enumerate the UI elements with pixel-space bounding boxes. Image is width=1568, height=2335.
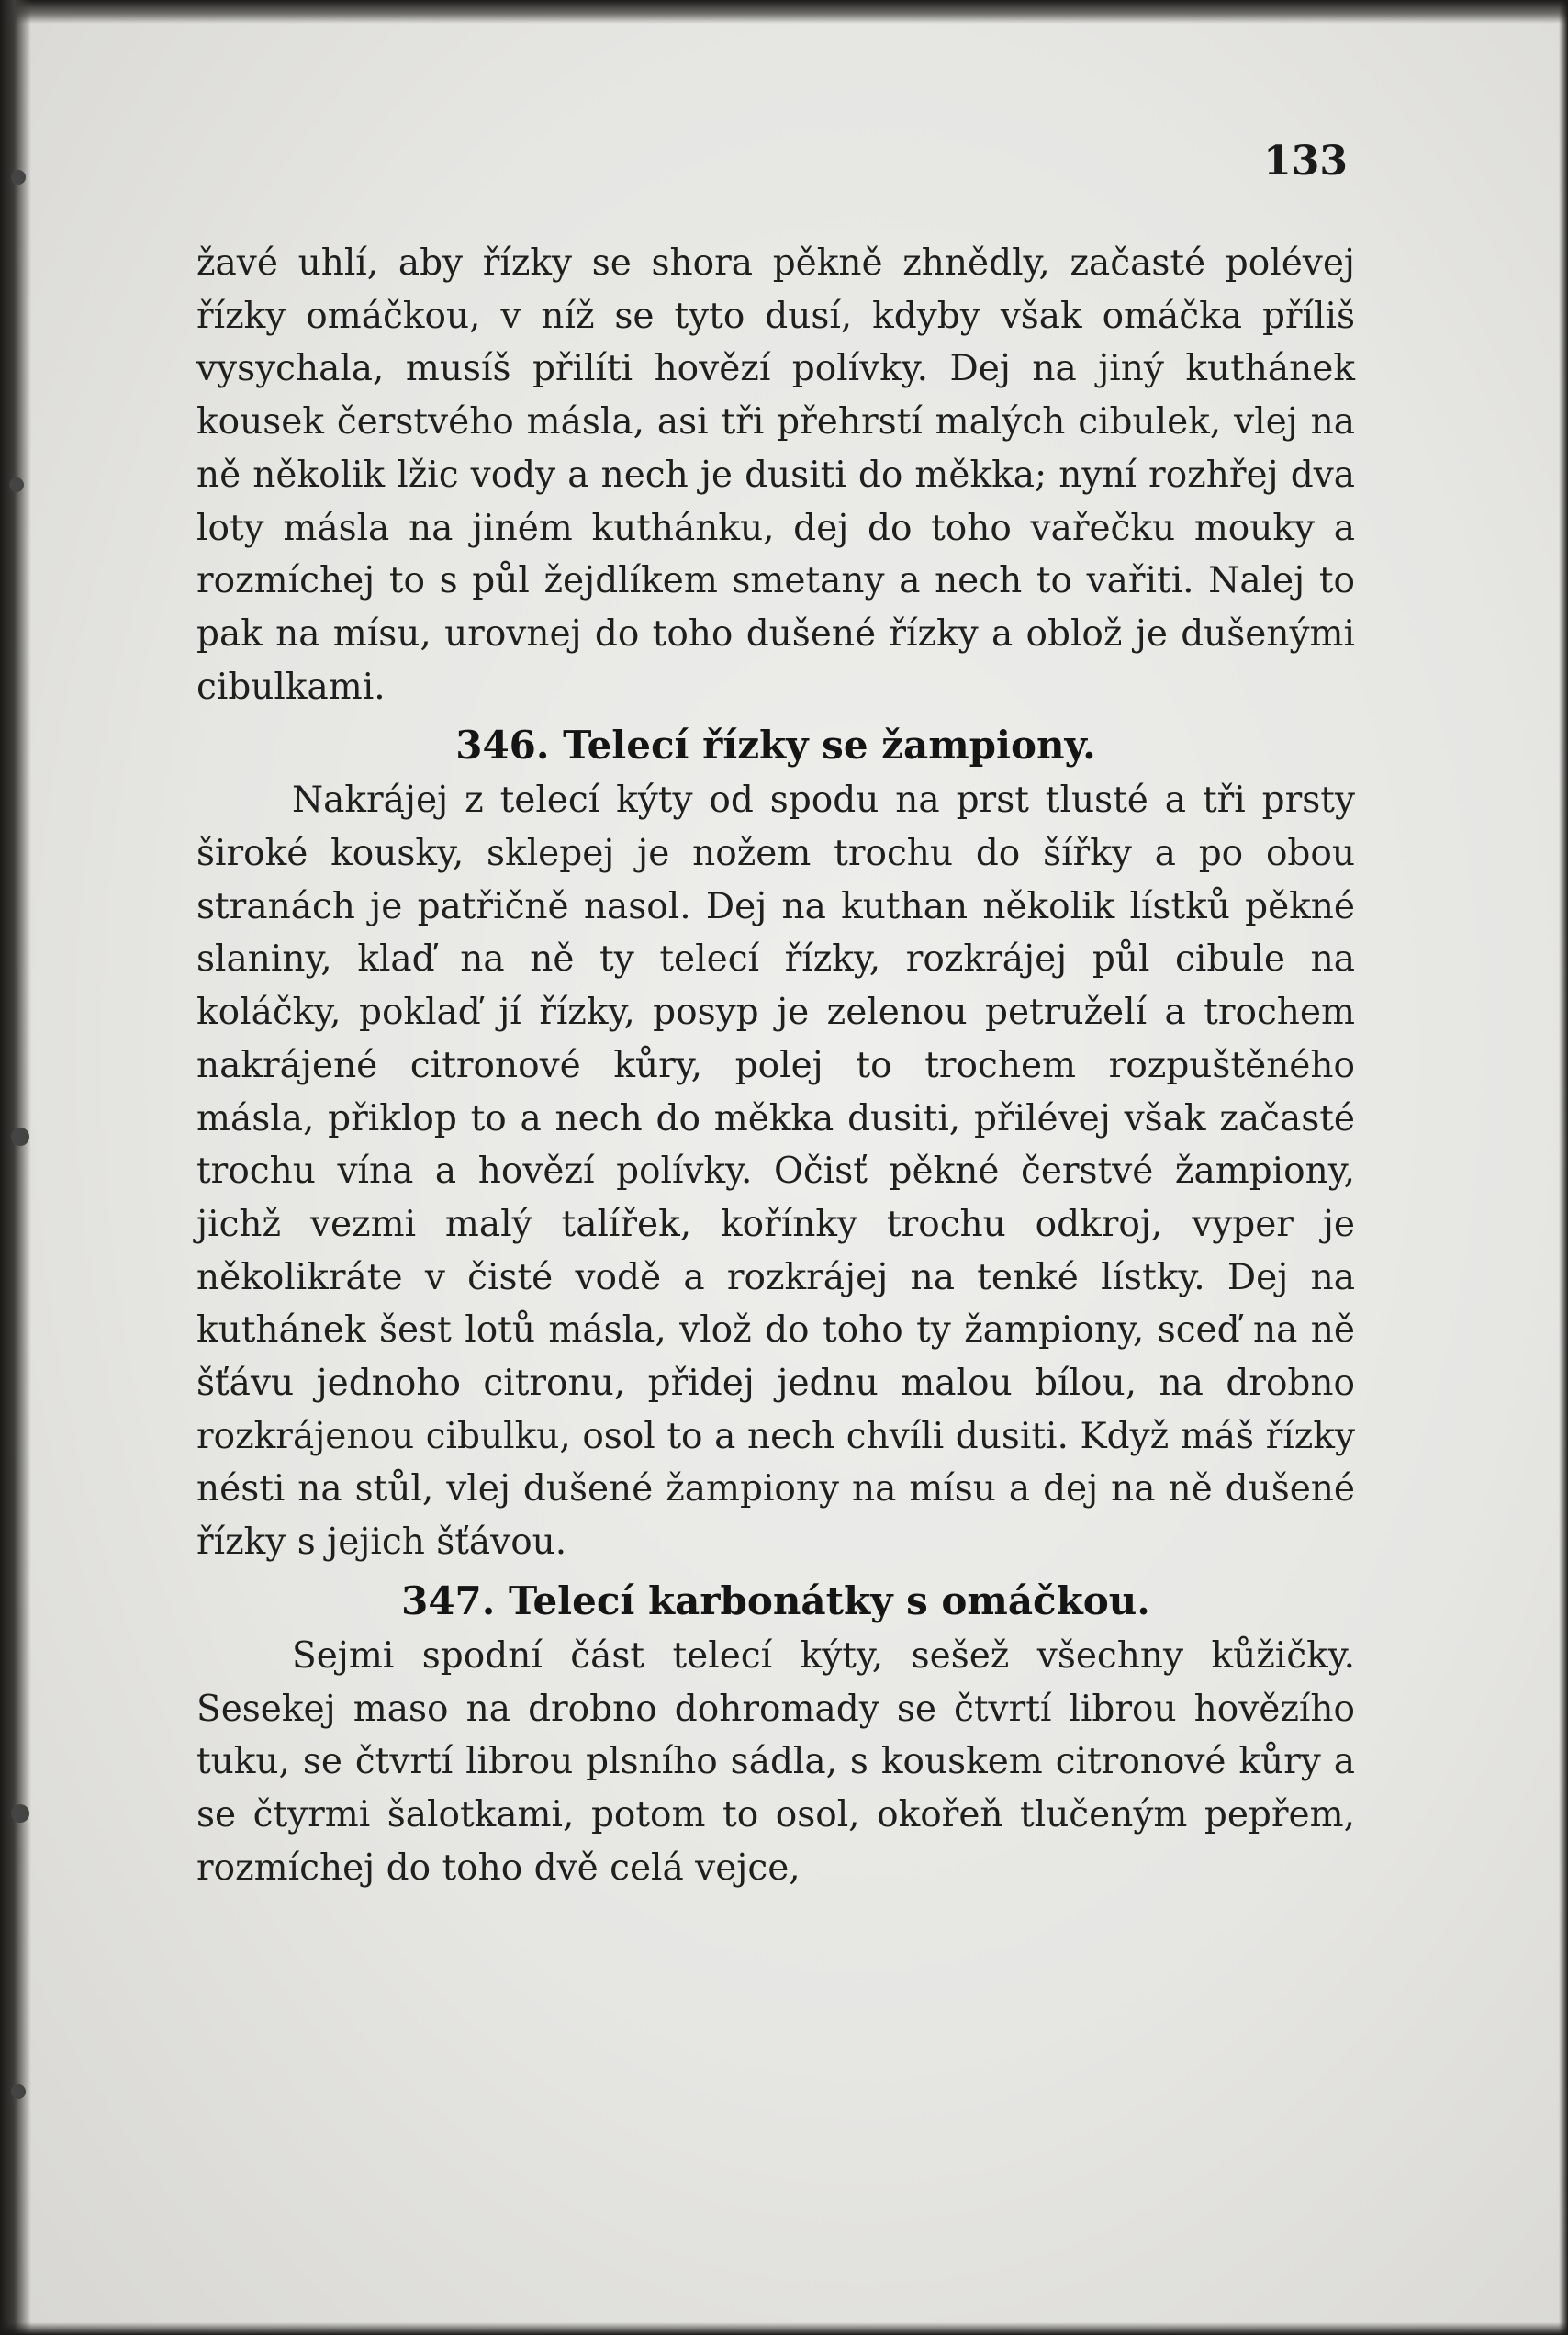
binding-mark bbox=[11, 1128, 29, 1146]
page-edge-bottom bbox=[0, 2322, 1568, 2335]
recipe-346-heading: 346. Telecí řízky se žampiony. bbox=[455, 723, 1096, 769]
intro-paragraph: žavé uhlí, aby řízky se shora pěkně zhnědly, začasté polévej řízky omáčkou, v níž se tyto dusí, kdyby však omáčka příliš vysychala, musíš přilíti hovězí polívky. Dej na jiný kuthánek kousek čerstvého másla, asi tři přehrstí malých cibulek, vlej na ně několik lžic vody a nech je dusiti do měkka; nyní rozhřej dva loty másla na jiném kuthánku, dej do toho vařečku mouky a rozmíchej to s půl žejdlíkem smetany a nech to vařiti. Nalej to pak na mísu, urovnej do toho dušené řízky a oblož je dušenými cibulkami. bbox=[196, 242, 1355, 708]
page-edge-top bbox=[0, 0, 1568, 24]
binding-mark bbox=[11, 170, 26, 185]
recipe-346-text: Nakrájej z telecí kýty od spodu na prst tlusté a tři prsty široké kousky, sklepej je nožem trochu do šířky a po obou stranách je patřičně nasol. Dej na kuthan několik lístků pěkné slaniny, klaď na ně ty telecí řízky, rozkrájej půl cibule na koláčky, poklaď jí řízky, posyp je zelenou petruželí a trochem nakrájené citronové kůry, polej to trochem rozpuštěného másla, přiklop to a nech do měkka dusiti, přilévej však začasté trochu vína a hovězí polívky. Očisť pěkné čerstvé žampiony, jichž vezmi malý talířek, kořínky trochu odkroj, vyper je několikráte v čisté vodě a rozkrájej na tenké lístky. Dej na kuthánek šest lotů másla, vlož do toho ty žampiony, sceď na ně šťávu jednoho citronu, přidej jednu malou bílou, na drobno rozkrájenou cibulku, osol to a nech chvíli dusiti. Když máš řízky nésti na stůl, vlej dušené žampiony na mísu a dej na ně dušené řízky s jejich šťávou. bbox=[196, 780, 1355, 1564]
page-text bbox=[196, 237, 1355, 1894]
page-edge-right bbox=[1559, 0, 1568, 2335]
book-binding-edge bbox=[0, 0, 31, 2335]
page-number: 133 bbox=[1263, 138, 1348, 185]
recipe-347-heading: 347. Telecí karbonátky s omáčkou. bbox=[401, 1577, 1150, 1623]
binding-mark bbox=[11, 1804, 29, 1823]
binding-mark bbox=[9, 477, 24, 492]
binding-mark bbox=[11, 2084, 26, 2099]
recipe-347-text: Sejmi spodní část telecí kýty, sešež všechny kůžičky. Sesekej maso na drobno dohromady se čtvrtí librou hovězího tuku, se čtvrtí librou plsního sádla, s kouskem citronové kůry a se čtyrmi šalotkami, potom to osol, okořeň tlučeným pepřem, rozmíchej do toho dvě celá vejce, bbox=[196, 1634, 1355, 1889]
